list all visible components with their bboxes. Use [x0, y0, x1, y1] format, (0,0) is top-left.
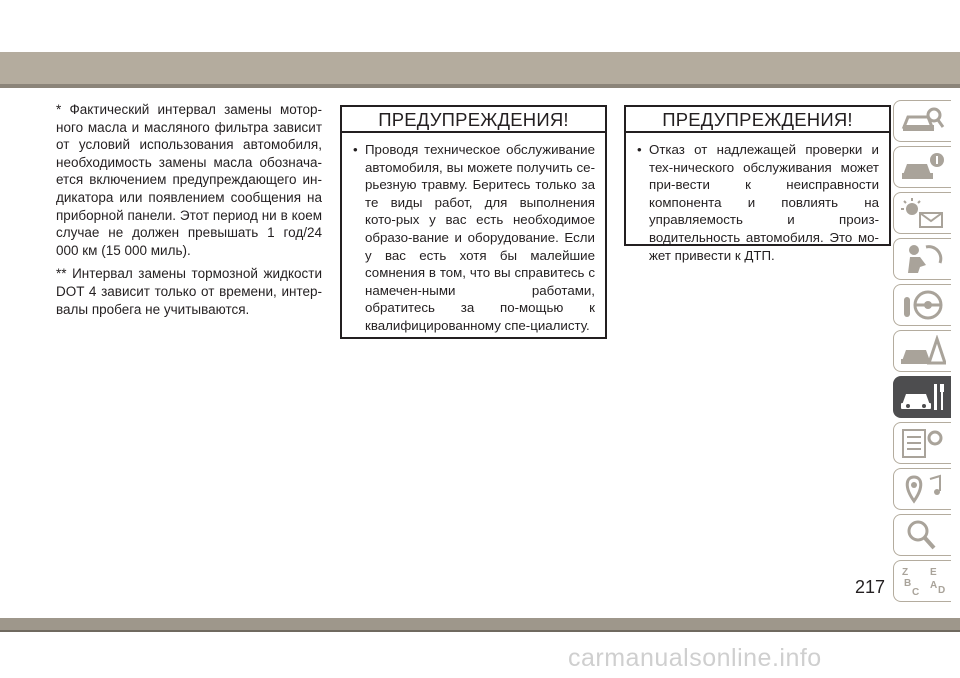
warning-light-message-icon — [900, 197, 946, 229]
steering-wheel-icon — [900, 289, 946, 321]
warning-body — [342, 133, 605, 335]
svg-text:Z: Z — [902, 567, 909, 578]
svg-text:C: C — [912, 587, 920, 597]
footer-band-line — [0, 630, 960, 632]
warning-text: Отказ от надлежащей проверки и тех-нического обслуживания может при-вести к неисправности компонента и повлиять на управляемость и произ-водительность автомобиля. Это мо-жет привести к ДТП. — [649, 142, 879, 263]
svg-text:A: A — [930, 580, 938, 591]
svg-text:E: E — [930, 567, 937, 578]
spec-list-gear-icon — [900, 427, 946, 459]
warning-title: ПРЕДУПРЕЖДЕНИЯ! — [342, 107, 605, 133]
car-wrench-icon — [900, 381, 946, 413]
footnote-oil-change: * Фактический интервал замены мотор-ного масла и масляного фильтра зависит от условий использования автомобиля, необходимость замены масла обознача-ется включением предупреждающего ин-дикатора или появлением сообщения на приборной панели. Этот период ни в коем случае не должен превышать 1 год/24 000 км (15 000 миль). — [56, 102, 322, 258]
chapter-tabs — [893, 100, 953, 606]
tab-controls[interactable] — [893, 284, 951, 326]
car-hazard-icon — [900, 335, 946, 367]
tab-car-search[interactable] — [893, 100, 951, 142]
tab-index[interactable] — [893, 514, 951, 556]
bullet: • — [353, 142, 358, 157]
header-band — [0, 52, 960, 84]
page-number: 217 — [855, 577, 886, 597]
watermark: carmanualsonline.info — [568, 644, 822, 672]
tab-specifications[interactable] — [893, 422, 951, 464]
warning-body — [626, 133, 889, 264]
footer-band — [0, 618, 960, 630]
warning-box-inspection — [624, 105, 891, 263]
tab-safety[interactable] — [893, 238, 951, 280]
svg-text:B: B — [904, 578, 912, 589]
car-info-icon — [900, 151, 946, 183]
left-column — [56, 101, 322, 324]
alphabet-index-icon — [900, 565, 946, 597]
car-search-icon — [900, 105, 946, 137]
warning-title: ПРЕДУПРЕЖДЕНИЯ! — [626, 107, 889, 133]
tab-emergency[interactable] — [893, 330, 951, 372]
footnote-brake-fluid: ** Интервал замены тормозной жидкости DOT 4 зависит только от времени, интер-валы пробега не учитываются. — [56, 266, 322, 317]
tab-multimedia[interactable] — [893, 468, 951, 510]
tab-servicing[interactable] — [893, 376, 951, 418]
music-location-icon — [900, 473, 946, 505]
header-band-line — [0, 84, 960, 88]
airbag-person-icon — [900, 243, 946, 275]
magnifier-icon — [900, 519, 946, 551]
tab-car-info[interactable] — [893, 146, 951, 188]
svg-text:D: D — [938, 585, 946, 596]
tab-alphabetical[interactable] — [893, 560, 951, 602]
tab-warning-lights[interactable] — [893, 192, 951, 234]
warning-text: Проводя техническое обслуживание автомобиля, вы можете получить се-рьезную травму. Беритесь только за те виды работ, для выполнения кото-рых у вас есть необходимое образо-вание и оборудование. Если у вас есть хотя бы малейшие сомнения в том, что вы справитесь с намечен-ными работами, обратитесь за по-мощью к квалифицированному спе-циалисту. — [365, 142, 595, 333]
warning-box-maintenance — [340, 105, 607, 339]
bullet: • — [637, 142, 642, 157]
